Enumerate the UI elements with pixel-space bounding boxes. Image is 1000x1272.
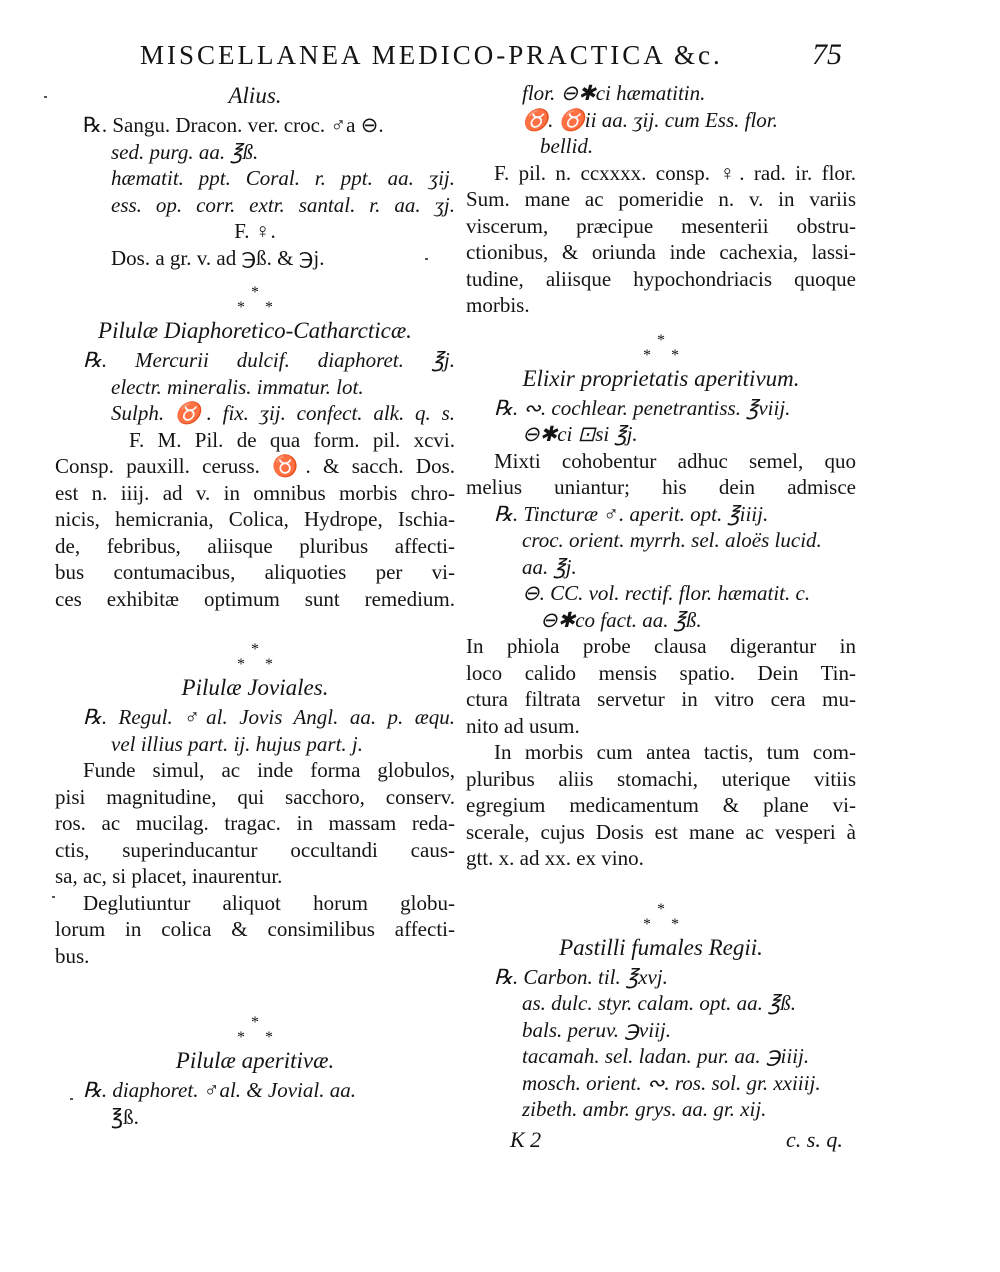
recipe-line: ⊖✱co fact. aa. ℥ß. xyxy=(540,607,702,632)
page-number: 75 xyxy=(812,38,842,71)
recipe-line: Sulph. ♉. fix. ʒij. confect. alk. q. s. xyxy=(111,401,455,425)
recipe-title-pastilli: Pastilli fumales Regii. xyxy=(559,934,763,960)
asterism-divider: * * * xyxy=(237,284,273,316)
text-line: ctionibus, & oriunda inde cachexia, lassi- xyxy=(466,240,856,264)
recipe-line: ℞. ∾. cochlear. penetrantiss. ℥viij. xyxy=(494,395,791,420)
text-line: nito ad usum. xyxy=(466,713,580,738)
recipe-line: bellid. xyxy=(540,134,594,158)
text-line: ctis, superinducantur occultandi caus- xyxy=(55,837,455,862)
recipe-line: F. ♀. xyxy=(234,219,276,243)
recipe-line: hæmatit. ppt. Coral. r. ppt. aa. ʒij. xyxy=(111,166,455,190)
recipe-line: aa. ℥j. xyxy=(522,554,577,579)
text-line: egregium medicamentum & plane vi- xyxy=(466,793,856,817)
recipe-line: sed. purg. aa. ℥ß. xyxy=(111,139,259,164)
recipe-line: croc. orient. myrrh. sel. aloës lucid. xyxy=(522,528,822,552)
left-column xyxy=(55,80,455,1130)
recipe-line: tacamah. sel. ladan. pur. aa. ℈iiij. xyxy=(522,1044,810,1068)
recipe-line: ℞. Carbon. til. ℥xvj. xyxy=(494,964,668,989)
recipe-line: flor. ⊖✱ci hæmatitin. xyxy=(522,81,706,105)
recipe-line: ℞. Mercurii dulcif. diaphoret. ℥j. xyxy=(83,348,455,372)
text-line: pluribus aliis stomachi, uterique vitiis xyxy=(466,766,856,791)
asterism-divider: * * * xyxy=(643,900,679,933)
text-line: Funde simul, ac inde forma globulos, xyxy=(83,758,455,782)
text-line: bus contumacibus, aliquoties per vi- xyxy=(55,560,455,584)
text-line: nicis, hemicrania, Colica, Hydrope, Ischia- xyxy=(55,507,455,531)
text-line: est n. iiij. ad v. in omnibus morbis chro- xyxy=(55,480,455,505)
recipe-line: mosch. orient. ∾. ros. sol. gr. xxiiij. xyxy=(522,1070,821,1095)
ink-speck xyxy=(44,96,47,98)
text-line: sa, ac, si placet, inaurentur. xyxy=(55,864,283,888)
recipe-line: ℞. diaphoret. ♂al. & Jovial. aa. xyxy=(83,1078,356,1102)
catchword: c. s. q. xyxy=(786,1127,843,1152)
recipe-line: F. M. Pil. de qua form. pil. xcvi. xyxy=(129,427,455,452)
recipe-line: ℥ß. xyxy=(111,1104,139,1129)
recipe-line: vel illius part. ij. hujus part. j. xyxy=(111,731,364,756)
right-column xyxy=(466,80,856,1123)
recipe-line: ♉. ♉ii aa. ʒij. cum Ess. flor. xyxy=(522,107,778,132)
text-line: Mixti cohobentur adhuc semel, quo xyxy=(494,448,856,473)
running-title: MISCELLANEA MEDICO-PRACTICA &c. xyxy=(140,40,723,70)
recipe-title-diaphoretica: Pilulæ Diaphoretico-Catharcticæ. xyxy=(98,318,412,343)
text-line: In morbis cum antea tactis, tum com- xyxy=(494,740,856,764)
signature-mark: K 2 xyxy=(510,1127,542,1152)
text-line: pisi magnitudine, qui sacchoro, conserv. xyxy=(55,784,455,809)
recipe-title-aperitivae: Pilulæ aperitivæ. xyxy=(175,1048,335,1073)
asterism-divider: * * * xyxy=(643,331,679,364)
text-line: tudine, aliisque hypochondriacis quoque xyxy=(466,266,856,291)
recipe-line: ℞. Tincturæ ♂. aperit. opt. ℥iiij. xyxy=(494,501,769,526)
text-line: In phiola probe clausa digerantur in xyxy=(466,634,856,658)
ink-speck xyxy=(425,258,428,260)
text-line: ros. ac mucilag. tragac. in massam reda- xyxy=(55,811,455,835)
recipe-title-elixir: Elixir proprietatis aperitivum. xyxy=(522,365,800,391)
text-line: morbis. xyxy=(466,293,530,317)
asterism-divider: * * * xyxy=(237,1014,273,1046)
recipe-line: ℞. Sangu. Dracon. ver. croc. ♂a ⊖. xyxy=(83,113,384,137)
text-line: bus. xyxy=(55,943,90,968)
asterism-divider: * * * xyxy=(237,641,273,673)
recipe-line: as. dulc. styr. calam. opt. aa. ℥ß. xyxy=(522,991,797,1015)
recipe-line: ⊖✱ci ⊡si ℥j. xyxy=(522,422,638,446)
text-line: melius uniantur; his dein admisce xyxy=(466,475,856,499)
recipe-title-joviales: Pilulæ Joviales. xyxy=(181,675,329,700)
text-line: gtt. x. ad xx. ex vino. xyxy=(466,846,644,870)
recipe-line: ess. op. corr. extr. santal. r. aa. ʒj. xyxy=(111,192,455,217)
text-line: lorum in colica & consimilibus affecti- xyxy=(55,917,455,941)
text-line: de, febribus, aliisque pluribus affecti- xyxy=(55,533,455,558)
recipe-title-alius: Alius. xyxy=(228,83,282,108)
text-line: ces exhibitæ optimum sunt remedium. xyxy=(55,586,455,611)
recipe-line: ℞. Regul. ♂al. Jovis Angl. aa. p. æqu. xyxy=(83,705,455,729)
recipe-dose: Dos. a gr. v. ad ℈ß. & ℈j. xyxy=(111,245,325,270)
text-line: Deglutiuntur aliquot horum globu- xyxy=(83,890,455,915)
recipe-line: bals. peruv. ℈viij. xyxy=(522,1017,671,1042)
ink-speck xyxy=(70,1098,73,1100)
text-line: F. pil. n. ccxxxx. consp. ♀. rad. ir. flor. xyxy=(494,160,856,185)
text-line: scerale, cujus Dosis est mane ac vesperi à xyxy=(466,819,856,844)
text-line: Consp. pauxill. ceruss. ♉. & sacch. Dos. xyxy=(55,454,455,478)
text-line: ctura filtrata servetur in vitro cera mu- xyxy=(466,687,856,711)
text-line: Sum. mane ac pomeridie n. v. in variis xyxy=(466,187,856,211)
recipe-line: ⊖. CC. vol. rectif. flor. hæmatit. c. xyxy=(522,581,811,605)
text-line: loco calido mensis spatio. Dein Tin- xyxy=(466,660,856,685)
recipe-line: zibeth. ambr. grys. aa. gr. xij. xyxy=(522,1097,767,1121)
ink-speck xyxy=(52,896,55,898)
recipe-line: electr. mineralis. immatur. lot. xyxy=(111,374,364,399)
text-line: viscerum, præcipue mesenterii obstru- xyxy=(466,213,856,238)
